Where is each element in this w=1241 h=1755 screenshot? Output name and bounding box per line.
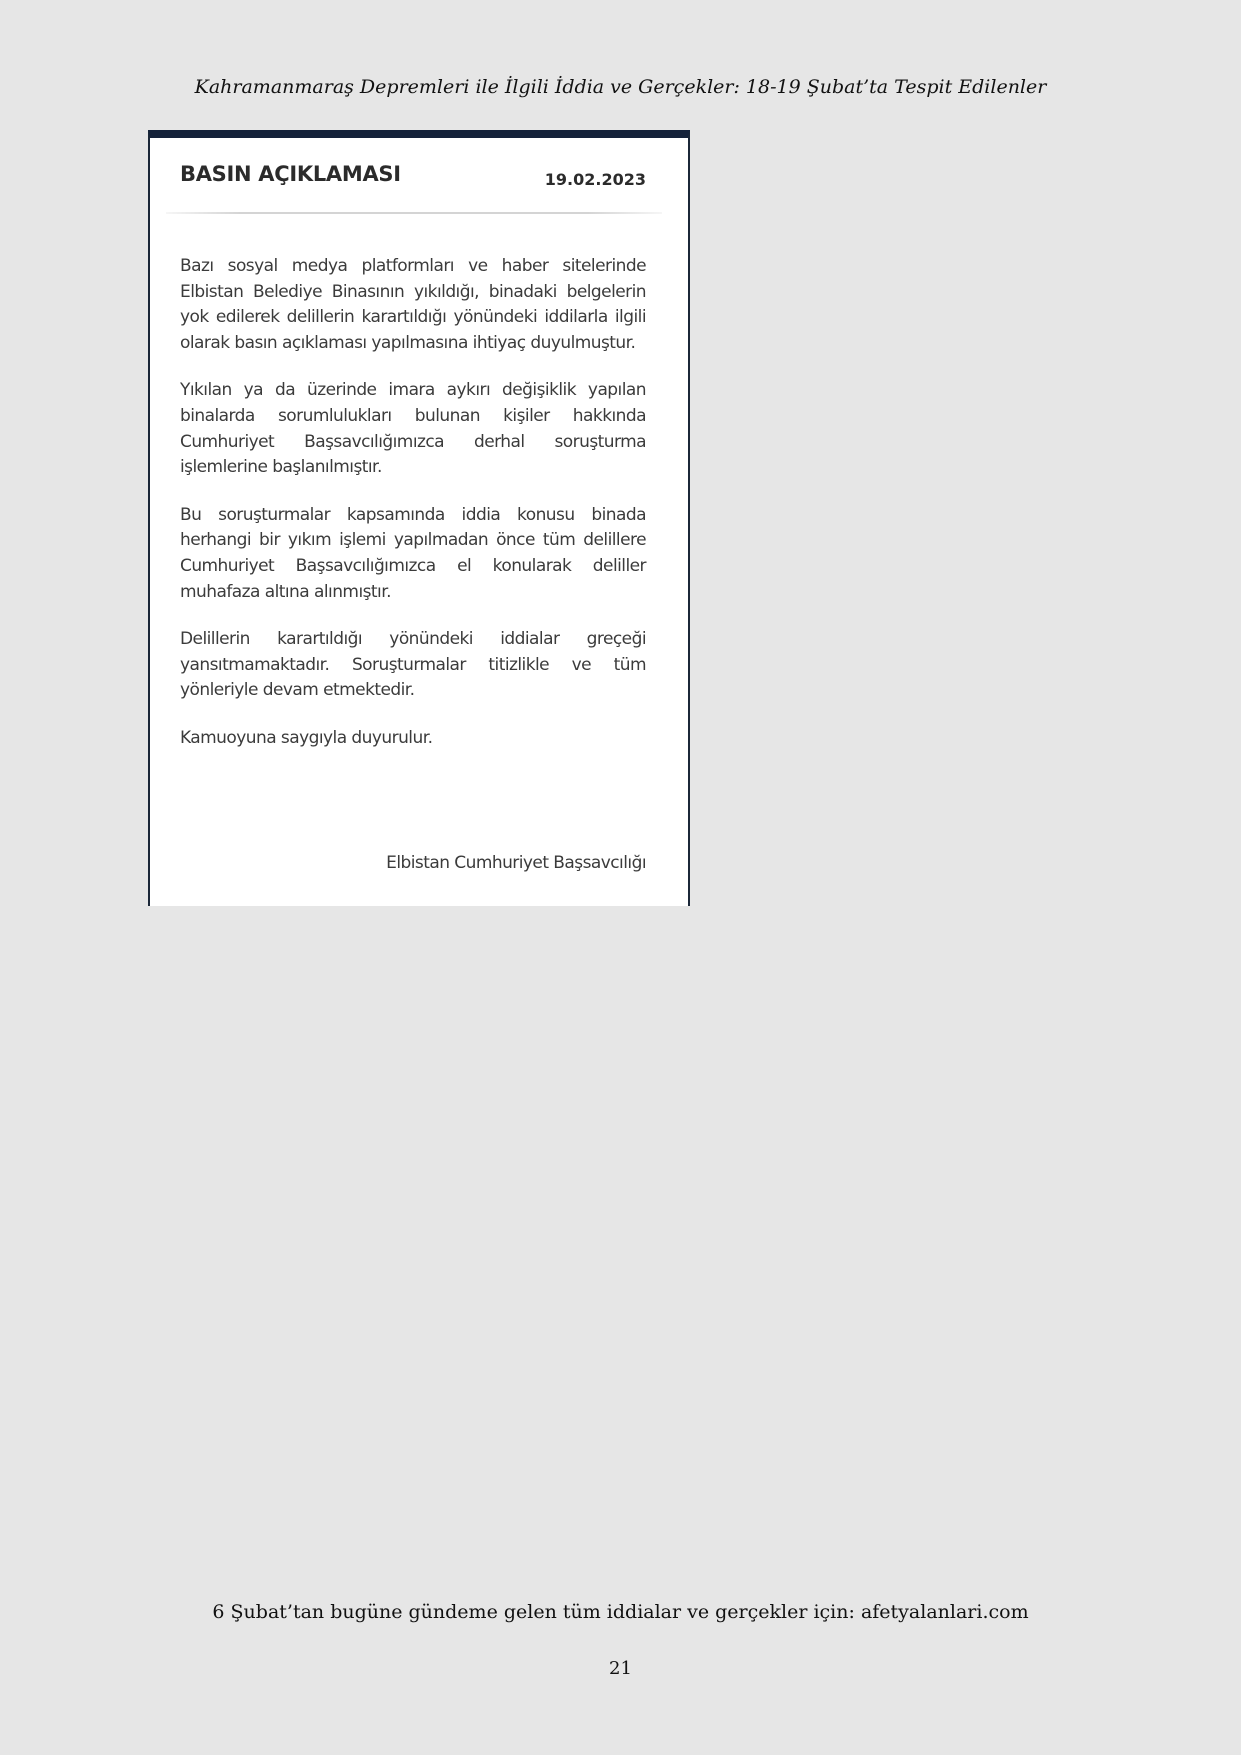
press-release-heading <box>180 162 646 202</box>
press-paragraph: Kamuoyuna saygıyla duyurulur. <box>180 727 433 748</box>
press-release-divider <box>166 212 662 214</box>
press-paragraph: Bu soruşturmalar kapsamında iddia konusu binada herhangi bir yıkım işlemi yapılmadan önce tüm delillere Cumhuriyet Başsavcılığımızca el konularak deliller muhafaza altına alınmıştır. <box>180 504 646 602</box>
footer-note: 6 Şubat’tan bugüne gündeme gelen tüm iddialar ve gerçekler için: afetyalanlari.com <box>212 1601 1029 1623</box>
press-release-date: 19.02.2023 <box>544 170 646 189</box>
press-release-signature: Elbistan Cumhuriyet Başsavcılığı <box>386 853 646 873</box>
press-release-title: BASIN AÇIKLAMASI <box>180 162 401 186</box>
press-paragraph: Delillerin karartıldığı yönündeki iddialar greçeği yansıtmamaktadır. Soruşturmalar titizlikle ve tüm yönleriyle devam etmektedir. <box>180 629 646 701</box>
page-number: 21 <box>609 1658 632 1679</box>
running-header: Kahramanmaraş Depremleri ile İlgili İddia ve Gerçekler: 18-19 Şubat’ta Tespit Edilenler <box>194 76 1047 98</box>
press-release-image <box>148 130 690 906</box>
press-paragraph: Bazı sosyal medya platformları ve haber sitelerinde Elbistan Belediye Binasının yıkıldığı, binadaki belgelerin yok edilerek delillerin karartıldığı yönündeki iddilarla ilgili olarak basın açıklaması yapılmasına ihtiyaç duyulmuştur. <box>180 256 646 353</box>
press-paragraph: Yıkılan ya da üzerinde imara aykırı değişiklik yapılan binalarda sorumlulukları bulunan kişiler hakkında Cumhuriyet Başsavcılığımızca derhal soruşturma işlemlerine başlanılmıştır. <box>180 380 646 478</box>
press-release-body <box>180 254 646 774</box>
